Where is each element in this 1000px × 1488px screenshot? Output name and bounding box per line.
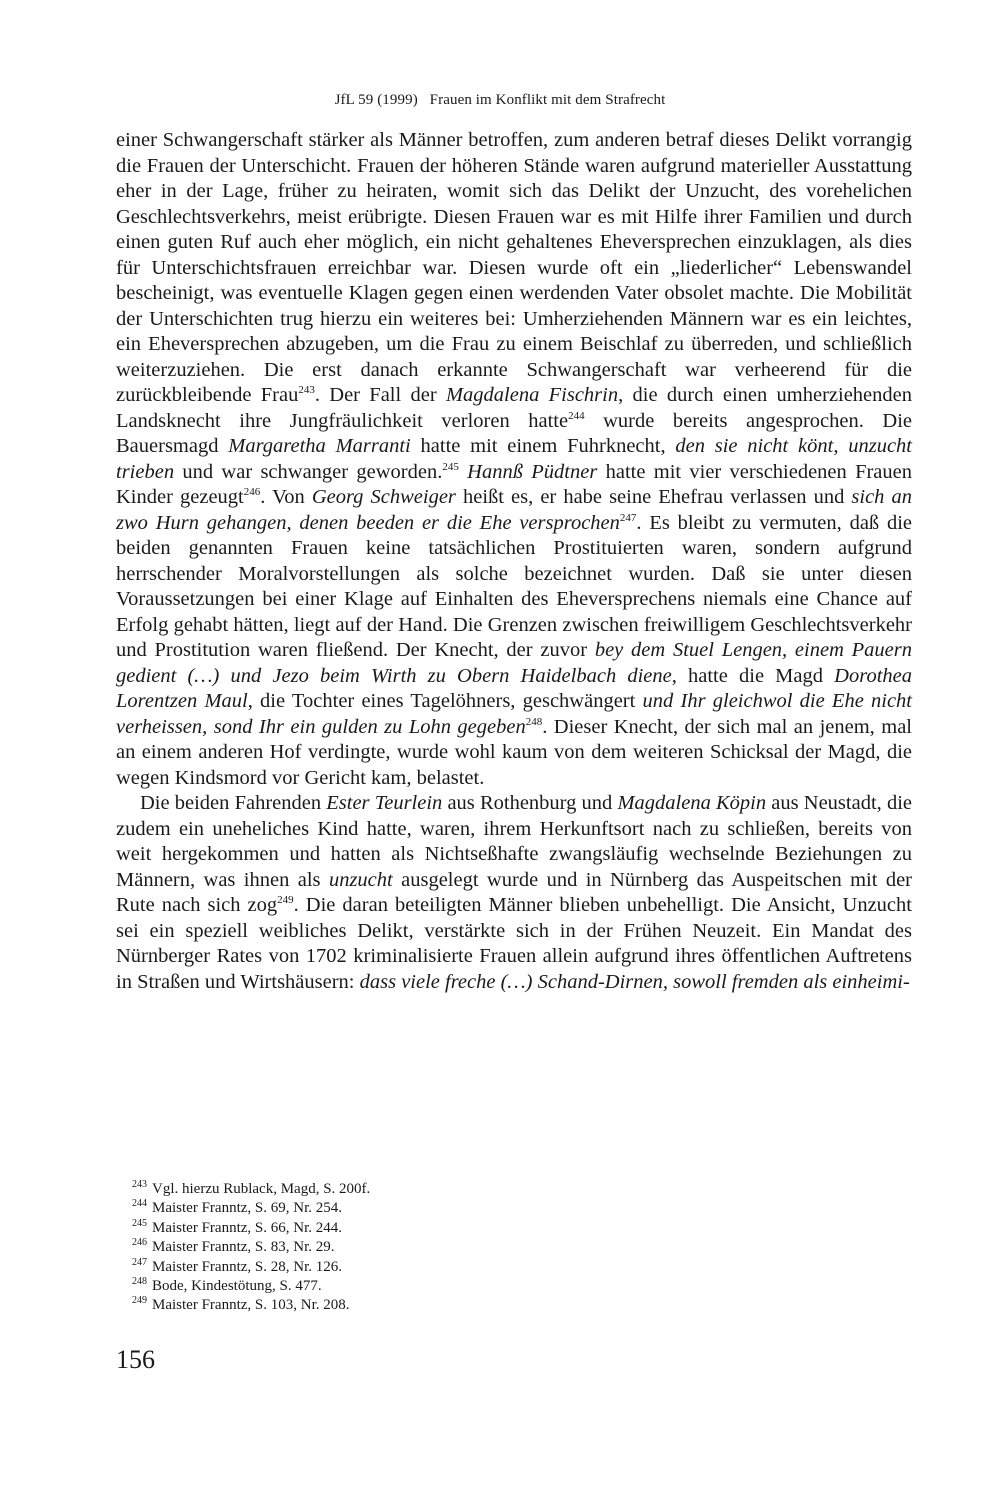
text-run: wurde bereits angesprochen. Die Bauersmagd <box>116 409 912 457</box>
journal-reference: JfL 59 (1999) <box>334 92 418 108</box>
footnote-ref-243[interactable]: 243 <box>298 384 315 397</box>
footnote-text: Maister Franntz, S. 28, Nr. 126. <box>152 1258 342 1275</box>
footnote-ref-244[interactable]: 244 <box>568 409 585 422</box>
italic-name: Hannß Püdtner <box>467 460 598 483</box>
footnote-number: 248 <box>132 1276 147 1288</box>
text-run: hatte mit einem Fuhrknecht, <box>410 435 676 457</box>
italic-name: Dorothea Lorentzen Maul <box>116 664 912 712</box>
italic-name: Magdalena Fischrin <box>445 384 619 406</box>
body-text <box>116 128 912 995</box>
footnotes <box>132 1180 832 1316</box>
footnote-number: 247 <box>132 1256 147 1268</box>
italic-quote: unzucht <box>328 868 393 891</box>
footnote <box>132 1219 832 1238</box>
italic-name: Margaretha Marranti <box>228 435 411 457</box>
footnote <box>132 1296 832 1315</box>
footnote-ref-245[interactable]: 245 <box>442 460 459 473</box>
text-run: . Die daran beteiligten Männer blieben unbehelligt. Die Ansicht, Unzucht sei ein speziell weibliches Delikt, verstärkte sich in der Frühen Neuzeit. Ein Mandat des Nürnberger Rates von 1702 kriminalisierte Frauen allein aufgrund ihres öffentlichen Auftretens in Straßen und Wirtshäusern: <box>116 894 912 993</box>
text-run: . Es bleibt zu vermuten, daß die beiden genannten Frauen keine tatsächlichen Prostituierten waren, sondern aufgrund herrschender Moralvorstellungen als solche bezeichnet wurden. Daß sie unter diesen Voraussetzungen bei einer Klage auf Einhalten des Eheversprechens niemals eine Chance auf Erfolg gehabt hätten, liegt auf der Hand. Die Grenzen zwischen freiwilligem Geschlechtsverkehr und Prostitution waren fließend. Der Knecht, der zuvor <box>116 511 913 661</box>
text-run: ausgelegt wurde und in Nürnberg das Auspeitschen mit der Rute nach sich zog <box>116 868 913 916</box>
paragraph-1 <box>116 128 912 791</box>
text-run: , die Tochter eines Tagelöhners, geschwängert <box>247 690 643 712</box>
footnote <box>132 1238 832 1257</box>
text-run: aus Rothenburg und <box>442 792 618 814</box>
text-run: , die durch einen umherziehenden Landsknecht ihre Jungfräulichkeit verloren hatte <box>116 384 913 432</box>
italic-quote: bey dem Stuel Lengen, einem Pauern gedient (…) und Jezo beim Wirth zu Obern Haidelbach diene <box>116 639 912 687</box>
footnote-number: 246 <box>132 1237 147 1249</box>
page-number: 156 <box>116 1345 155 1374</box>
text-run: heißt es, er habe seine Ehefrau verlassen und <box>455 486 852 508</box>
italic-name: Magdalena Köpin <box>617 792 767 814</box>
text-run: . Dieser Knecht, der sich mal an jenem, mal an einem anderen Hof verdingte, wurde wohl kaum von dem weiteren Schicksal der Magd, die wegen Kindsmord vor Gericht kam, belastet. <box>116 715 912 789</box>
text-run: hatte mit vier verschiedenen Frauen Kinder gezeugt <box>116 460 913 508</box>
running-header <box>0 92 1000 109</box>
text-run: aus Neustadt, die zudem ein uneheliches Kind hatte, waren, ihrem Herkunftsort nach zu schließen, bereits von weit hergekommen und hatten als Nichtseßhafte zwangsläufig wechselnde Beziehungen zu Männern, was ihnen als <box>116 792 912 891</box>
footnote-number: 243 <box>132 1179 147 1190</box>
italic-quote: und Ihr gleichwol die Ehe nicht verheissen, sond Ihr ein gulden zu Lohn gegeben <box>116 690 912 738</box>
footnote-ref-246[interactable]: 246 <box>243 486 261 499</box>
footnote-ref-249[interactable]: 249 <box>277 894 294 907</box>
text-run: . Der Fall der <box>314 384 446 406</box>
italic-quote: dass viele freche (…) Schand-Dirnen, sowoll fremden als einheimi- <box>359 970 910 993</box>
footnote <box>132 1180 832 1199</box>
text-run: und war schwanger geworden. <box>174 460 443 483</box>
text-run: . Von <box>260 486 312 508</box>
italic-quote: den sie nicht könt, unzucht trieben <box>116 435 912 483</box>
text-run: Die beiden Fahrenden <box>140 792 327 814</box>
footnote-text: Maister Franntz, S. 69, Nr. 254. <box>152 1200 342 1217</box>
italic-quote: sich an zwo Hurn gehangen, denen beeden er die Ehe versprochen <box>116 486 913 534</box>
footnote-number: 245 <box>132 1217 147 1229</box>
paragraph-2 <box>116 791 912 995</box>
text-run: einer Schwangerschaft stärker als Männer betroffen, zum anderen betraf dieses Delikt vorrangig die Frauen der Unterschicht. Frauen der höheren Stände waren aufgrund materieller Ausstattung eher in der Lage, früher zu heiraten, womit sich das Delikt der Unzucht, des vorehelichen Geschlechtsverkehrs, meist erübrigte. Diesen Frauen war es mit Hilfe ihrer Familien und durch einen guten Ruf auch eher möglich, ein nicht gehaltenes Eheversprechen einzuklagen, als dies für Unterschichtsfrauen erreichbar war. Diesen wurde oft ein „liederlicher“ Lebenswandel bescheinigt, was eventuelle Klagen gegen einen werdenden Vater obsolet machte. Die Mobilität der Unterschichten trug hierzu ein weiteres bei: Umherziehenden Männern war es ein leichtes, ein Eheversprechen abzugeben, um die Frau zu einem Beischlaf zu überreden, und schließlich weiterzuziehen. Die erst danach erkannte Schwangerschaft war verheerend für die zurückbleibende Frau <box>116 129 912 406</box>
text-run: , hatte die Magd <box>671 664 835 687</box>
running-title: Frauen im Konflikt mit dem Strafrecht <box>429 92 666 108</box>
footnote-text: Vgl. hierzu Rublack, Magd, S. 200f. <box>152 1181 371 1197</box>
footnote-ref-247[interactable]: 247 <box>619 511 637 524</box>
italic-name: Georg Schweiger <box>311 486 456 508</box>
footnote-number: 249 <box>132 1295 147 1307</box>
footnote-text: Maister Franntz, S. 66, Nr. 244. <box>152 1219 342 1236</box>
footnote-text: Maister Franntz, S. 103, Nr. 208. <box>152 1297 350 1314</box>
italic-name: Ester Teurlein <box>326 792 443 814</box>
footnote <box>132 1199 832 1218</box>
text-run <box>459 461 467 483</box>
footnote-ref-248[interactable]: 248 <box>525 715 543 728</box>
footnote-text: Maister Franntz, S. 83, Nr. 29. <box>152 1239 335 1256</box>
footnote-text: Bode, Kindestötung, S. 477. <box>152 1278 322 1295</box>
footnote <box>132 1277 832 1296</box>
footnote-number: 244 <box>132 1198 147 1210</box>
footnote <box>132 1258 832 1277</box>
